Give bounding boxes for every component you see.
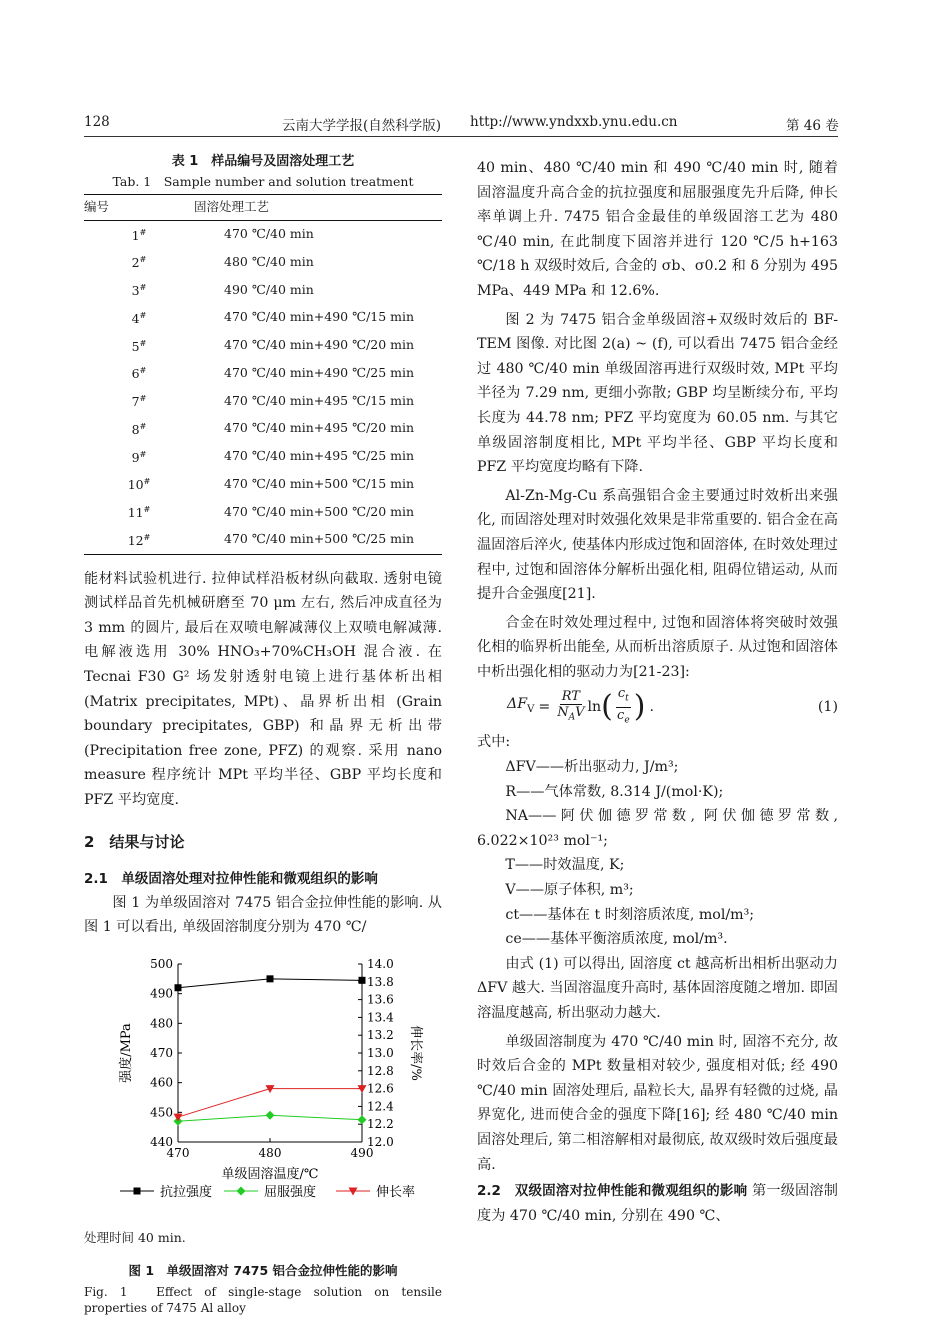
legend-marker bbox=[237, 1186, 246, 1195]
sample-id: 7# bbox=[131, 394, 147, 410]
table-row bbox=[84, 526, 442, 554]
paragraph-fig1-intro: 图 1 为单级固溶对 7475 铝合金拉伸性能的影响. 从图 1 可以看出, 单级固溶制度分别为 470 ℃/ bbox=[84, 894, 442, 936]
y-right-tick-label: 14.0 bbox=[367, 956, 394, 971]
legend-label: 抗拉强度 bbox=[160, 1184, 213, 1200]
table-row bbox=[84, 248, 442, 276]
y-axis-right-label: 伸长率/% bbox=[408, 1024, 423, 1081]
table-row bbox=[84, 470, 442, 498]
symbol-item: T——时效温度, K; bbox=[505, 857, 625, 874]
table-1 bbox=[84, 152, 442, 555]
page-number: 128 bbox=[84, 114, 110, 130]
y-left-tick-label: 470 bbox=[150, 1045, 173, 1060]
table-title-zh: 表 1 样品编号及固溶处理工艺 bbox=[171, 154, 355, 169]
volume-label: 第 46 卷 bbox=[786, 118, 839, 134]
y-left-tick-label: 500 bbox=[150, 956, 173, 971]
y-right-tick-label: 12.6 bbox=[367, 1081, 394, 1096]
y-left-tick-label: 440 bbox=[150, 1134, 173, 1149]
tensile-chart bbox=[84, 954, 442, 1216]
solution-process: 470 ℃/40 min+500 ℃/20 min bbox=[224, 503, 415, 519]
paragraph-results-6: 单级固溶制度为 470 ℃/40 min 时, 固溶不充分, 故时效后合金的 MPt 数量相对较少, 强度相对低; 经 490 ℃/40 min 固溶处理后, 晶粒长大, 晶界有轻微的过烧, 晶界宽化, 进而使合金的强度下降[16]; 经 480 ℃/40 min 固溶处理后, 第二相溶解相对最彻底, 故双级时效后强度最高. bbox=[477, 1033, 838, 1173]
section-heading-2-2: 2.2 双级固溶对拉伸性能和微观组织的影响 bbox=[477, 1183, 748, 1200]
solution-process: 470 ℃/40 min+495 ℃/20 min bbox=[224, 420, 415, 436]
table-row bbox=[84, 276, 442, 304]
symbol-item: R——气体常数, 8.314 J/(mol·K); bbox=[505, 783, 724, 800]
paragraph-results-3: Al-Zn-Mg-Cu 系高强铝合金主要通过时效析出来强化, 而固溶处理对时效强化效果是非常重要的. 铝合金在高温固溶后淬火, 使基体内形成过饱和固溶体, 在时效处理过程中, 过饱和固溶体分解析出强化相, 阻碍位错运动, 从而提升合金强度[21]. bbox=[477, 487, 838, 603]
table-row bbox=[84, 498, 442, 526]
y-right-tick-label: 12.0 bbox=[367, 1134, 394, 1149]
sample-id: 6# bbox=[131, 366, 147, 382]
sample-id: 9# bbox=[131, 449, 147, 465]
y-left-tick-label: 460 bbox=[150, 1075, 173, 1090]
y-left-tick-label: 490 bbox=[150, 986, 173, 1001]
sample-id: 11# bbox=[127, 505, 151, 521]
table-row bbox=[84, 304, 442, 332]
sample-id: 2# bbox=[131, 255, 147, 271]
x-axis-label: 单级固溶温度/℃ bbox=[221, 1166, 319, 1182]
legend-marker bbox=[134, 1187, 141, 1194]
table-row bbox=[84, 332, 442, 360]
journal-name: 云南大学学报(自然科学版) bbox=[282, 118, 442, 134]
data-point bbox=[359, 977, 366, 984]
right-column bbox=[477, 156, 838, 1228]
table-row bbox=[84, 443, 442, 471]
paragraph-results-5: 由式 (1) 可以得出, 固溶度 ct 越高析出相析出驱动力 ΔFV 越大. 当固溶温度升高时, 基体固溶度随之增加. 即固溶温度越高, 析出驱动力越大. bbox=[477, 955, 838, 1021]
figure-note: 处理时间 40 min. bbox=[84, 1230, 186, 1246]
x-tick-label: 480 bbox=[258, 1145, 282, 1160]
figure-1 bbox=[84, 954, 442, 1316]
symbol-item: ΔFV——析出驱动力, J/m³; bbox=[505, 759, 679, 776]
left-column bbox=[84, 152, 442, 1316]
symbol-list bbox=[477, 755, 838, 952]
symbol-item: NA——阿伏伽德罗常数, 阿伏伽德罗常数, 6.022×10²³ mol⁻¹; bbox=[477, 808, 838, 849]
data-point bbox=[267, 975, 274, 982]
table-row bbox=[84, 415, 442, 443]
header-rule bbox=[84, 136, 838, 137]
equation-number: (1) bbox=[817, 699, 838, 716]
x-tick-label: 470 bbox=[166, 1145, 190, 1160]
paragraph-results-7: 第一级固溶制度为 470 ℃/40 min, 分别在 490 ℃、 bbox=[477, 1183, 838, 1224]
sample-id: 12# bbox=[84, 526, 194, 554]
y-right-tick-label: 13.0 bbox=[367, 1045, 394, 1060]
solution-process: 470 ℃/40 min bbox=[224, 226, 314, 242]
equation-1: $\Delta F_V$ = $\frac{RT}{N_AV}$ ln ( $\frac{c_t}{c_e}$ ) . (1) bbox=[507, 686, 838, 726]
table-row bbox=[84, 220, 442, 248]
sample-id: 3# bbox=[131, 283, 147, 299]
paragraph-results-1: 40 min、480 ℃/40 min 和 490 ℃/40 min 时, 随着固溶温度升高合金的抗拉强度和屈服强度先升后降, 伸长率单调上升. 7475 铝合金最佳的单级固溶工艺为 480 ℃/40 min, 在此制度下固溶并进行 120 ℃/5 h+163 ℃/18 h 双级时效后, 合金的 σb、σ0.2 和 δ 分别为 495 MPa、449 MPa 和 12.6%. bbox=[477, 160, 838, 299]
table-title-en: Tab. 1 Sample number and solution treatment bbox=[112, 174, 414, 189]
data-point bbox=[266, 1111, 275, 1120]
legend-label: 伸长率 bbox=[376, 1184, 416, 1200]
table-row bbox=[84, 359, 442, 387]
solution-process: 470 ℃/40 min+500 ℃/15 min bbox=[224, 475, 415, 491]
solution-process: 480 ℃/40 min bbox=[224, 253, 314, 269]
y-right-tick-label: 12.4 bbox=[367, 1099, 394, 1114]
solution-process: 470 ℃/40 min+500 ℃/25 min bbox=[194, 526, 442, 554]
figure-caption-en: Fig. 1 Effect of single-stage solution on tensile properties of 7475 Al alloy bbox=[84, 1284, 442, 1315]
paragraph-results-4: 合金在时效处理过程中, 过饱和固溶体将突破时效强化相的临界析出能垒, 从而析出溶质原子. 从过饱和固溶体中析出强化相的驱动力为[21-23]: bbox=[477, 614, 838, 680]
y-right-tick-label: 12.8 bbox=[367, 1063, 394, 1078]
solution-process: 470 ℃/40 min+490 ℃/20 min bbox=[224, 337, 415, 353]
symbol-item: V——原子体积, m³; bbox=[505, 882, 634, 899]
y-left-tick-label: 480 bbox=[150, 1016, 173, 1031]
sample-id: 8# bbox=[131, 421, 147, 437]
where-label: 式中: bbox=[477, 734, 511, 751]
sample-id: 1# bbox=[131, 227, 147, 243]
col-header-id: 编号 bbox=[84, 195, 194, 221]
y-right-tick-label: 12.2 bbox=[367, 1116, 394, 1131]
sample-id: 5# bbox=[131, 338, 147, 354]
solution-process: 470 ℃/40 min+495 ℃/15 min bbox=[224, 392, 415, 408]
y-right-tick-label: 13.8 bbox=[367, 974, 394, 989]
y-right-tick-label: 13.4 bbox=[367, 1010, 394, 1025]
sample-id: 4# bbox=[131, 310, 147, 326]
sample-id: 10# bbox=[127, 477, 151, 493]
solution-process: 490 ℃/40 min bbox=[224, 281, 314, 297]
figure-caption-zh: 图 1 单级固溶对 7475 铝合金拉伸性能的影响 bbox=[128, 1262, 398, 1278]
y-right-tick-label: 13.6 bbox=[367, 992, 394, 1007]
data-point bbox=[175, 984, 182, 991]
symbol-item: ct——基体在 t 时刻溶质浓度, mol/m³; bbox=[505, 906, 755, 923]
solution-process: 470 ℃/40 min+490 ℃/15 min bbox=[224, 309, 415, 325]
sample-table bbox=[84, 194, 442, 555]
paragraph-results-2: 图 2 为 7475 铝合金单级固溶+双级时效后的 BF-TEM 图像. 对比图 2(a) ~ (f), 可以看出 7475 铝合金经过 480 ℃/40 min 单级固溶再进行双级时效, MPt 平均半径为 7.29 nm, 更细小弥散; GBP 均呈断续分布, 平均长度为 44.78 nm; PFZ 平均宽度为 60.05 nm. 与其它单级固溶制度相比, MPt 平均半径、GBP 平均长度和 PFZ 平均宽度均略有下降. bbox=[477, 311, 838, 476]
table-row bbox=[84, 387, 442, 415]
data-point bbox=[358, 1115, 367, 1124]
col-header-process: 固溶处理工艺 bbox=[194, 195, 442, 221]
solution-process: 470 ℃/40 min+490 ℃/25 min bbox=[224, 364, 415, 380]
x-tick-label: 490 bbox=[350, 1145, 374, 1160]
legend-label: 屈服强度 bbox=[264, 1184, 317, 1200]
y-right-tick-label: 13.2 bbox=[367, 1027, 394, 1042]
symbol-item: ce——基体平衡溶质浓度, mol/m³. bbox=[505, 931, 728, 948]
y-left-tick-label: 450 bbox=[150, 1105, 173, 1120]
y-axis-left-label: 强度/MPa bbox=[119, 1022, 134, 1083]
section-heading-2-1: 2.1 单级固溶处理对拉伸性能和微观组织的影响 bbox=[84, 870, 378, 887]
solution-process: 470 ℃/40 min+495 ℃/25 min bbox=[224, 448, 415, 464]
journal-url[interactable]: http://www.yndxxb.ynu.edu.cn bbox=[470, 114, 678, 130]
section-heading-2: 2 结果与讨论 bbox=[84, 832, 185, 851]
paragraph-methods: 能材料试验机进行. 拉伸试样沿板材纵向截取. 透射电镜测试样品首先机械研磨至 70 μm 左右, 然后冲成直径为 3 mm 的圆片, 最后在双喷电解减薄仪上双喷电解减薄. 电解液选用 30% HNO₃+70%CH₃OH 混合液. 在 Tecnai F30 G² 场发射透射电镜上进行基体析出相 (Matrix precipitates, MPt)、晶界析出相 (Grain boundary precipitates, GBP) 和晶界无析出带 (Precipitation free zone, PFZ) 的观察. 采用 nano measure 程序统计 MPt 平均半径、GBP 平均长度和 PFZ 平均宽度. bbox=[84, 570, 442, 808]
